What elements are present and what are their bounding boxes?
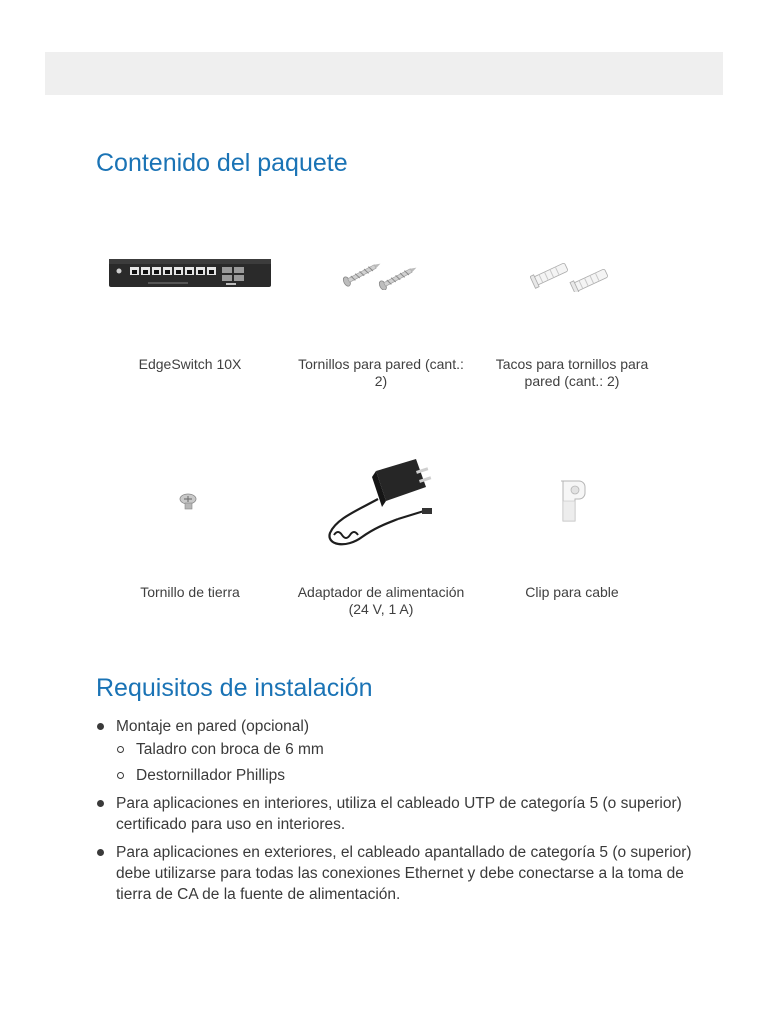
- package-item-caption: EdgeSwitch 10X: [138, 356, 242, 372]
- package-item-caption: Tornillos para pared (cant.: 2): [298, 356, 464, 389]
- edgeswitch-icon: [100, 218, 280, 328]
- list-item-text: Para aplicaciones en exteriores, el cableado apantallado de categoría 5 (o superior) debe utilizarse para todas las conexiones Ethernet y debe conectarse a la toma de tierra de CA de la fuente de alimentación.: [116, 844, 692, 903]
- cable-clip-icon: [482, 446, 662, 556]
- requirements-list: [96, 716, 696, 912]
- package-item-caption: Adaptador de alimentación (24 V, 1 A): [297, 584, 465, 617]
- section-title-installation-requirements: Requisitos de instalación: [96, 674, 373, 702]
- power-adapter-icon: [291, 446, 471, 556]
- section-title-package-contents: Contenido del paquete: [96, 149, 348, 177]
- package-item-caption: Clip para cable: [525, 584, 619, 600]
- list-item: [96, 842, 696, 905]
- ground-screw-icon: [100, 446, 280, 556]
- list-item-text: Para aplicaciones en interiores, utiliza el cableado UTP de categoría 5 (o superior) certificado para uso en interiores.: [116, 795, 682, 833]
- wall-screws-icon: [291, 218, 471, 328]
- list-item: [96, 793, 696, 835]
- list-item-text: Montaje en pared (opcional): [116, 718, 310, 735]
- package-item-caption: Tornillo de tierra: [140, 584, 240, 600]
- package-item-caption: Tacos para tornillos para pared (cant.: 2): [495, 356, 649, 389]
- list-item: [96, 716, 696, 786]
- sub-list-item: Taladro con broca de 6 mm: [116, 739, 696, 760]
- wall-anchors-icon: [482, 218, 662, 328]
- sub-list-item: Destornillador Phillips: [116, 765, 696, 786]
- sub-list: [116, 739, 696, 786]
- header-bar: [45, 52, 723, 95]
